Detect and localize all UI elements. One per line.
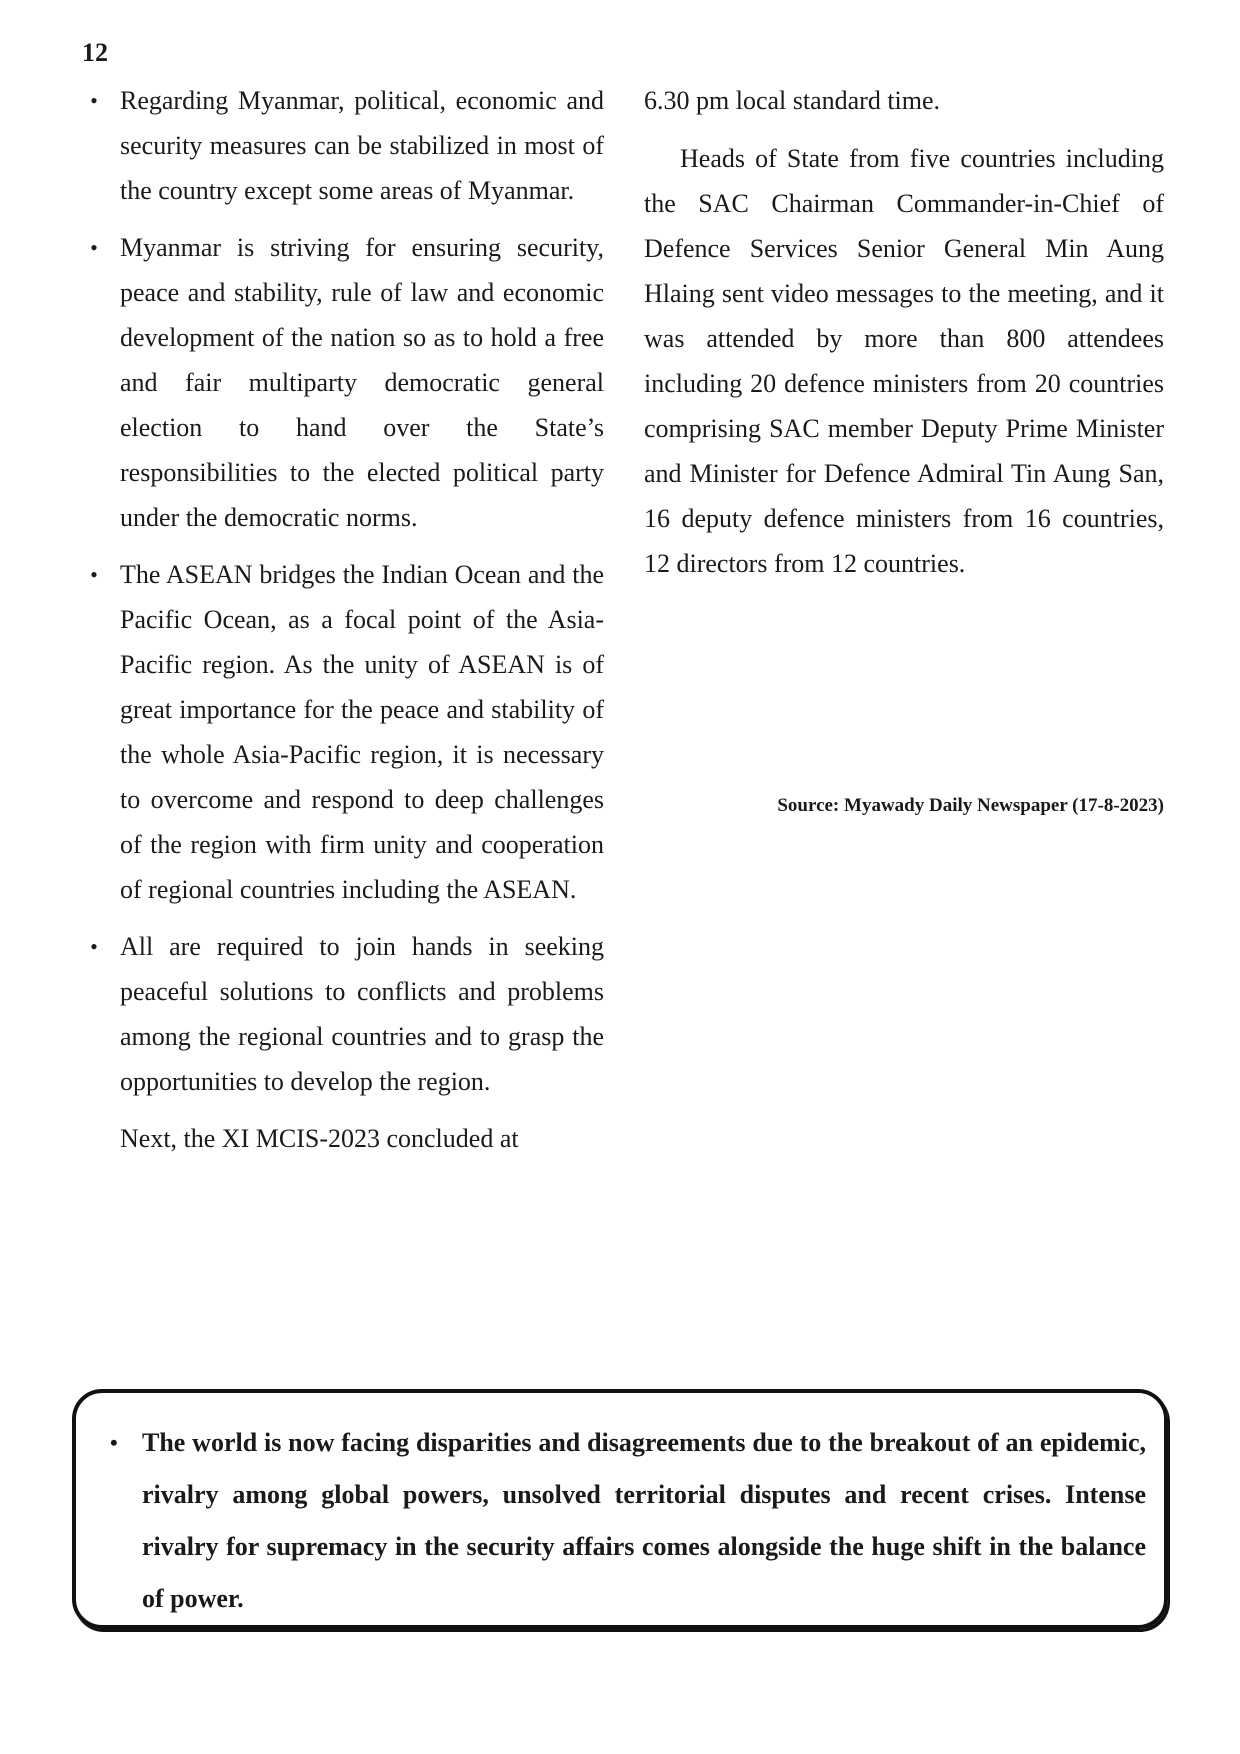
bullet-item-myanmar-election: [84, 225, 604, 540]
bullet-list: [84, 78, 604, 1104]
bullet-item-myanmar-stabilized: [84, 78, 604, 213]
continuation-paragraph: 6.30 pm local standard time.: [644, 86, 941, 115]
heads-of-state-paragraph: Heads of State from five countries including the SAC Chairman Commander-in-Chief of Defence Services Senior General Min Aung Hlaing sent video messages to the meeting, and it was attended by more than 800 attendees including 20 defence ministers from 20 countries comprising SAC member Deputy Prime Minister and Minister for Defence Admiral Tin Aung San, 16 deputy defence ministers from 16 countries, 12 directors from 12 countries.: [644, 144, 1164, 578]
bullet-marker: •: [90, 934, 98, 959]
closing-paragraph: Next, the XI MCIS-2023 concluded at: [120, 1124, 519, 1153]
bullet-marker: •: [90, 88, 98, 113]
bullet-item-asean-unity: [84, 552, 604, 912]
bullet-text: All are required to join hands in seeking peaceful solutions to conflicts and problems among the regional countries and to grasp the opportunities to develop the region.: [120, 932, 604, 1096]
left-column: [84, 78, 604, 1161]
source-citation: Source: Myawady Daily Newspaper (17-8-2023): [777, 795, 1164, 816]
right-column: [644, 78, 1164, 586]
callout-box: [72, 1389, 1168, 1629]
bullet-text: The ASEAN bridges the Indian Ocean and the Pacific Ocean, as a focal point of the Asia-Pacific region. As the unity of ASEAN is of great importance for the peace and stability of the whole Asia-Pacific region, it is necessary to overcome and respond to deep challenges of the region with firm unity and cooperation of regional countries including the ASEAN.: [120, 560, 604, 904]
callout-text: The world is now facing disparities and disagreements due to the breakout of an epidemic, rivalry among global powers, unsolved territorial disputes and recent crises. Intense rivalry for supremacy in the security affairs comes alongside the huge shift in the balance of power.: [142, 1428, 1146, 1613]
callout-item: [96, 1417, 1146, 1625]
bullet-marker: •: [90, 235, 98, 260]
bullet-item-peaceful-solutions: [84, 924, 604, 1104]
page-number: 12: [82, 38, 108, 67]
bullet-marker: •: [90, 562, 98, 587]
callout-bullet-marker: •: [110, 1430, 118, 1455]
bullet-text: Regarding Myanmar, political, economic and security measures can be stabilized in most of the country except some areas of Myanmar.: [120, 86, 604, 205]
bullet-text: Myanmar is striving for ensuring security, peace and stability, rule of law and economic development of the nation so as to hold a free and fair multiparty democratic general election to hand over the State’s responsibilities to the elected political party under the democratic norms.: [120, 233, 604, 532]
